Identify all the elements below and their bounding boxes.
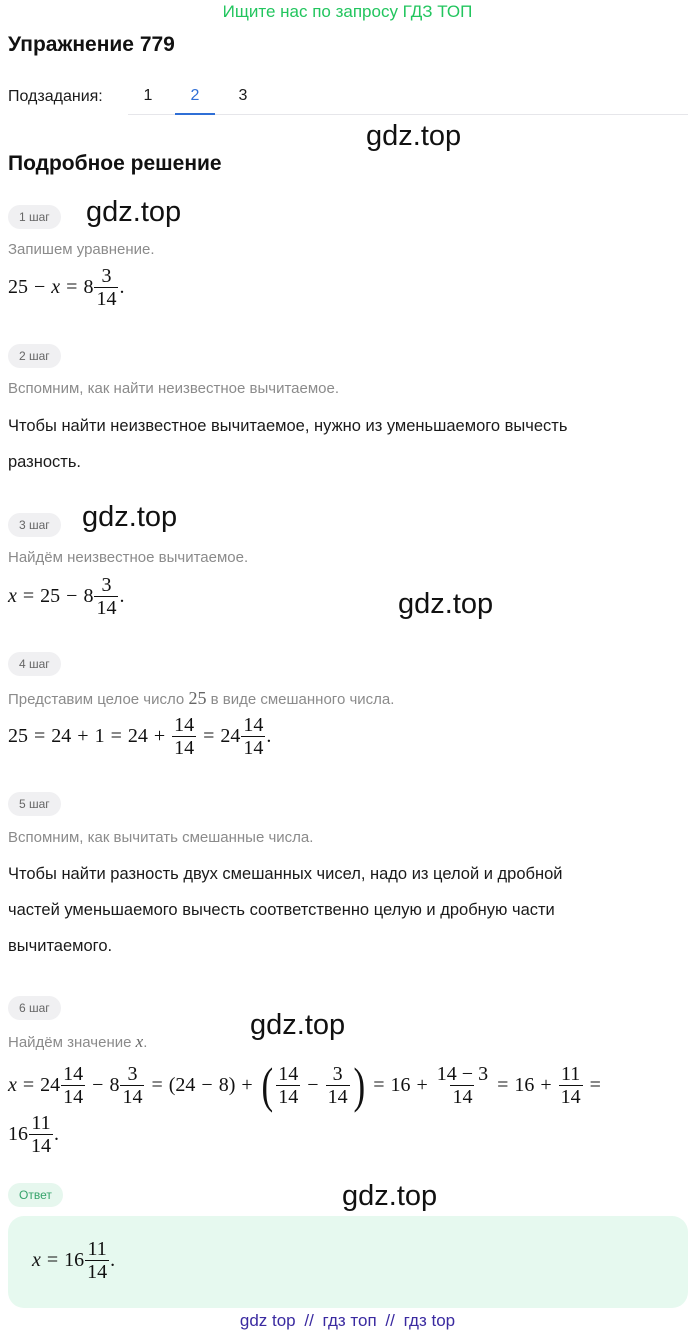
equation: 25 − x = 8 $\frac{3}{14}$ .: [8, 265, 125, 310]
hint-text: Представим целое число: [8, 691, 185, 708]
rule-text-line: Чтобы найти неизвестное вычитаемое, нужно из уменьшаемого вычесть: [8, 417, 568, 435]
fraction: $\frac{3}{14}$: [122, 1062, 143, 1108]
footer-separator: //: [304, 1311, 314, 1330]
equation: 25 = 24 + 1 = 24 + $\frac{14}{14}$ = 24 $\frac{14}{14}$ .: [8, 714, 272, 759]
fraction: $\frac{3}{14}$: [327, 1062, 348, 1108]
fraction: $\frac{14}{14}$: [278, 1062, 299, 1108]
equation: x = 25 − 8 $\frac{3}{14}$ .: [8, 574, 125, 619]
hint-text: Найдём значение: [8, 1034, 132, 1051]
step-chip: 1 шаг: [8, 205, 61, 229]
fraction: $\frac{14}{14}$: [174, 714, 195, 759]
step-chip: 2 шаг: [8, 344, 61, 368]
step-hint: Найдём неизвестное вычитаемое.: [8, 549, 249, 566]
hint-number: 25: [188, 688, 207, 708]
rule-text-line: Чтобы найти разность двух смешанных чисел, надо из целой и дробной: [8, 865, 563, 883]
rule-text-line: вычитаемого.: [8, 937, 113, 955]
promo-banner: Ищите нас по запросу ГДЗ ТОП: [222, 2, 473, 21]
rule-text-line: частей уменьшаемого вычесть соответственно целую и дробную части: [8, 901, 555, 919]
watermark: gdz.top: [342, 1180, 438, 1212]
step-hint: [8, 688, 394, 709]
fraction: $\frac{3}{14}$: [96, 265, 117, 310]
fraction: $\frac{3}{14}$: [96, 574, 117, 619]
subtask-tab-3[interactable]: 3: [238, 87, 248, 104]
footer-links: [0, 1311, 695, 1331]
hint-text: .: [143, 1034, 148, 1051]
subtasks-label: Подзадания:: [8, 88, 103, 105]
step-chip: 6 шаг: [8, 996, 61, 1020]
footer-separator: //: [385, 1311, 395, 1330]
fraction: $\frac{11}{14}$: [560, 1062, 581, 1108]
watermark: gdz.top: [86, 196, 182, 228]
subtask-tab-1[interactable]: 1: [143, 87, 153, 104]
fraction: $\frac{14}{14}$: [243, 714, 264, 759]
active-tab-indicator: [175, 113, 215, 115]
step-hint: [8, 1032, 147, 1052]
fraction: $\frac{14 - 3}{14}$: [436, 1062, 489, 1108]
step-hint: Вспомним, как вычитать смешанные числа.: [8, 829, 314, 846]
watermark: gdz.top: [82, 501, 178, 533]
hint-text: в виде смешанного числа.: [210, 691, 395, 708]
solution-heading: Подробное решение: [8, 152, 222, 175]
step-chip: 5 шаг: [8, 792, 61, 816]
fraction: $\frac{14}{14}$: [63, 1062, 84, 1108]
watermark: gdz.top: [398, 588, 494, 620]
exercise-title: Упражнение 779: [8, 33, 175, 56]
equation-continuation: 16 $\frac{11}{14}$ .: [8, 1112, 59, 1157]
equation: x = 24 $\frac{14}{14}$ − 8 $\frac{3}{14}$ = (24 − 8) + ( $\frac{14}{14}$ − $\frac{3}{14}$ ) = 16 + $\frac{14 - 3}{14}$ = 16 + $\frac{11}{14}$ =: [8, 1057, 601, 1113]
footer-link[interactable]: гдз top: [403, 1311, 456, 1330]
footer-link[interactable]: gdz top: [239, 1311, 296, 1330]
hint-variable: x: [135, 1032, 144, 1051]
rule-text-line: разность.: [8, 453, 82, 471]
footer-link[interactable]: гдз топ: [322, 1311, 377, 1330]
watermark: gdz.top: [250, 1009, 346, 1041]
step-chip: 3 шаг: [8, 513, 61, 537]
watermark: gdz.top: [366, 120, 462, 152]
step-hint: Вспомним, как найти неизвестное вычитаемое.: [8, 380, 340, 397]
answer-equation: x = 16 $\frac{11}{14}$ .: [32, 1238, 116, 1283]
answer-chip: Ответ: [8, 1183, 63, 1207]
fraction: $\frac{11}{14}$: [31, 1112, 51, 1157]
fraction: $\frac{11}{14}$: [87, 1238, 108, 1283]
step-hint: Запишем уравнение.: [8, 241, 155, 258]
subtask-tab-2[interactable]: 2: [190, 87, 200, 104]
step-chip: 4 шаг: [8, 652, 61, 676]
